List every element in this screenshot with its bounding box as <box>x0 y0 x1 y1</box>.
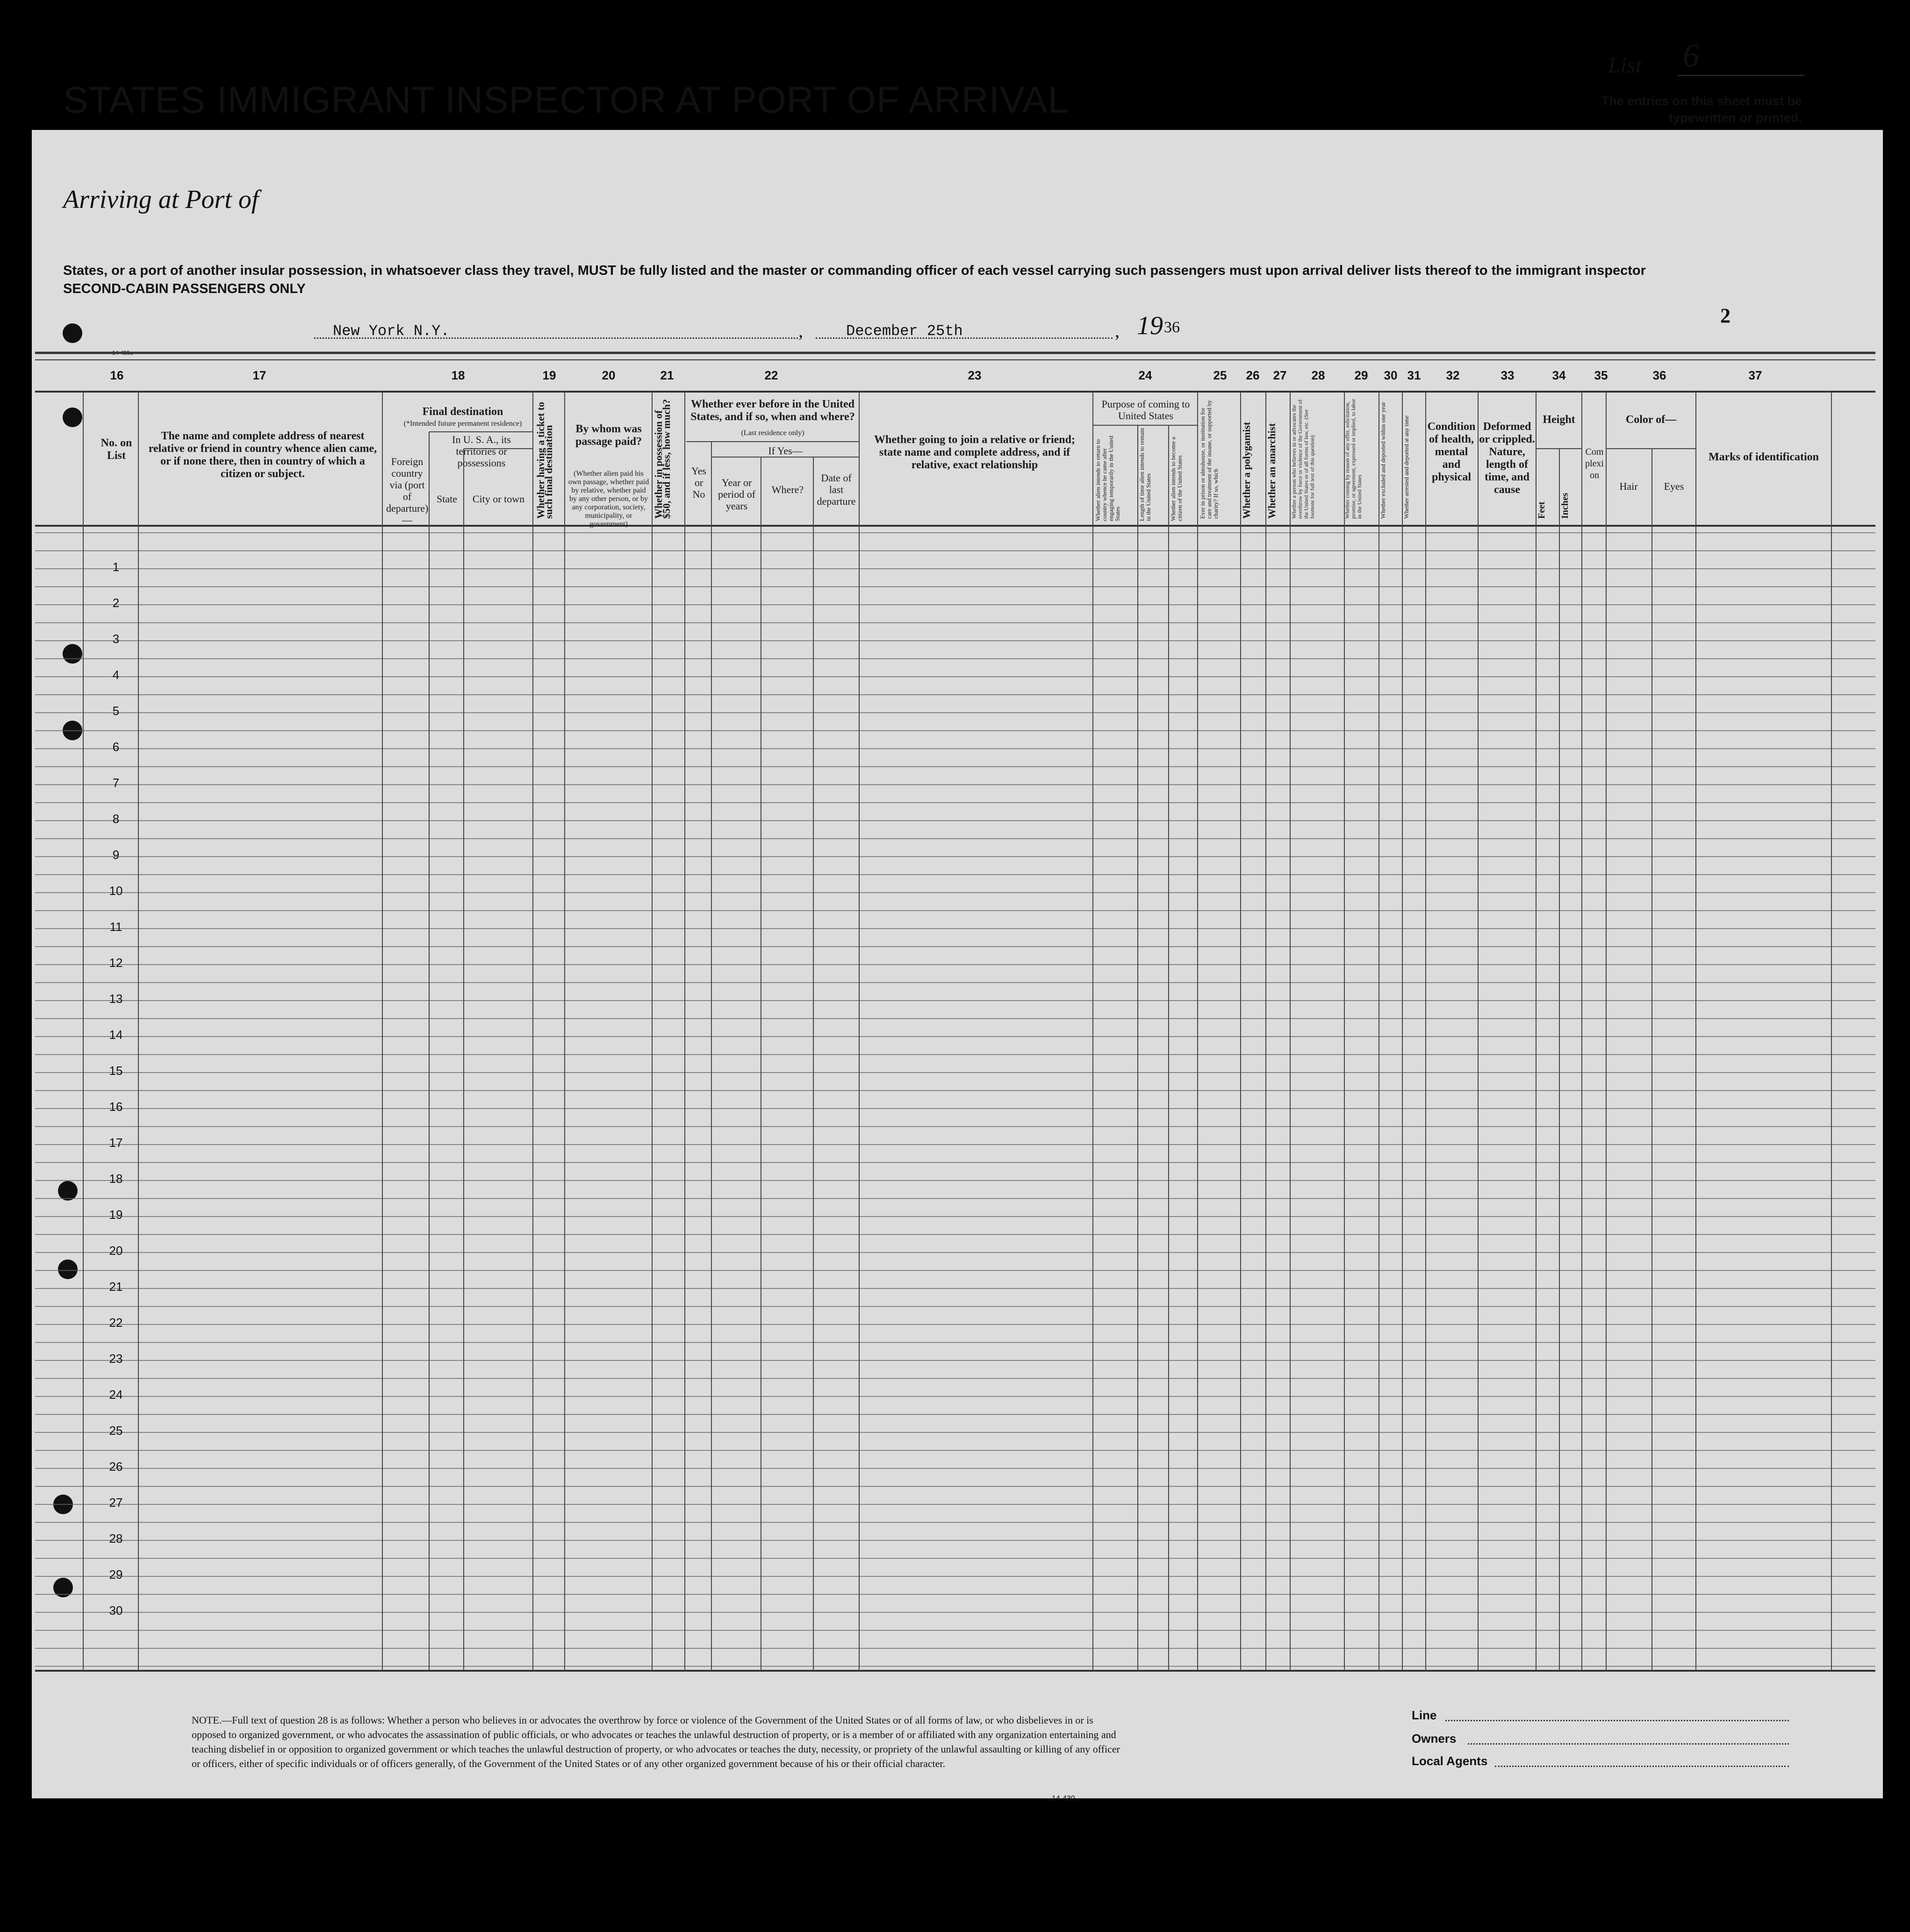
date-value: December 25th <box>846 322 963 340</box>
row-number: 18 <box>109 1172 123 1186</box>
header-final-destination: Final destination <box>422 406 503 418</box>
row-number: 24 <box>109 1388 123 1402</box>
column-number: 32 <box>1446 368 1460 382</box>
local-agents-label: Local Agents <box>1412 1754 1488 1768</box>
header-date-last-departure: Date of last departure <box>817 472 856 507</box>
header-purpose: Purpose of coming to United States <box>1101 398 1190 422</box>
header-polygamist: Whether a polygamist <box>1241 422 1252 519</box>
column-number: 30 <box>1384 368 1398 382</box>
line-rule <box>1445 1720 1789 1721</box>
header-where: Where? <box>771 484 804 495</box>
line-label: Line <box>1412 1708 1437 1722</box>
column-number: 23 <box>968 368 982 382</box>
local-agents-rule <box>1495 1766 1789 1767</box>
row-number: 20 <box>109 1244 123 1258</box>
header-last-residence: (Last residence only) <box>741 429 804 437</box>
year-prefix: 19 <box>1137 311 1163 340</box>
column-number: 22 <box>764 368 778 382</box>
row-number: 27 <box>109 1496 123 1510</box>
column-number: 16 <box>110 368 124 382</box>
header-state: State <box>437 493 457 505</box>
header-excluded: Whether excluded and deported within one year <box>1379 402 1386 519</box>
column-number: 29 <box>1354 368 1368 382</box>
header-purpose-return: Whether alien intends to return to country whence he came after engaging temporarily in the United States <box>1094 436 1121 521</box>
header-complexion: Complexion <box>1585 447 1604 480</box>
list-number: 6 <box>1683 38 1699 74</box>
entries-note: The entries on this sheet must be typewritten or printed. <box>1601 94 1802 125</box>
header-yes-or-no: Yes or No <box>691 465 706 500</box>
header-anarchist: Whether an anarchist <box>1266 423 1278 519</box>
header-nearest-relative: The name and complete address of nearest relative or friend in country whence alien came, or if none there, then in country of which a citizen or subject. <box>148 430 377 480</box>
column-number: 24 <box>1138 368 1152 382</box>
column-number: 21 <box>660 368 674 382</box>
row-number: 14 <box>109 1028 123 1042</box>
owners-label: Owners <box>1412 1732 1457 1746</box>
column-number: 27 <box>1273 368 1287 382</box>
column-number: 26 <box>1246 368 1260 382</box>
row-number: 21 <box>109 1280 123 1294</box>
header-passage-paid: By whom was passage paid? <box>575 423 642 448</box>
row-number: 26 <box>109 1460 123 1474</box>
row-number: 13 <box>109 992 123 1006</box>
header-color-of: Color of— <box>1625 414 1677 426</box>
row-number: 7 <box>112 776 120 790</box>
header-year-or-period: Year or period of years <box>718 477 756 512</box>
arriving-label: Arriving at Port of <box>63 185 259 214</box>
comma: , <box>798 320 803 341</box>
column-number: 17 <box>252 368 266 382</box>
instruction-text: States, or a port of another insular possession, in whatsoever class they travel, MUST be fully listed and the master or commanding officer of each vessel carrying such passengers must upon arrival deliver lists thereof to the immigrant inspector <box>63 263 1646 278</box>
column-number: 34 <box>1552 368 1566 382</box>
column-number: 28 <box>1311 368 1325 382</box>
row-number: 25 <box>109 1424 123 1438</box>
header-height: Height <box>1543 414 1575 426</box>
column-number: 31 <box>1407 368 1421 382</box>
column-number: 18 <box>451 368 465 382</box>
column-number: 33 <box>1501 368 1515 382</box>
row-number: 5 <box>112 704 120 718</box>
row-number: 30 <box>109 1603 123 1617</box>
header-going-to-join: Whether going to join a relative or friend; state name and complete address, and if relative, exact relationship <box>874 434 1075 471</box>
row-number: 8 <box>112 812 120 826</box>
row-number: 10 <box>109 884 123 898</box>
row-number: 29 <box>109 1567 123 1581</box>
header-if-yes: If Yes— <box>768 445 803 457</box>
owners-rule <box>1468 1743 1789 1745</box>
row-number: 17 <box>109 1136 123 1150</box>
footnote-question-28: NOTE.—Full text of question 28 is as follows: Whether a person who believes in or advocates the overthrow by force or violence of the Government of the United States or of all forms of law, or who disbelieves in or is opposed to organized government, or who advocates the assassination of public officials, or who advocates or teaches the unlawful destruction of property, or is a member of or affiliated with any organization entertaining and teaching disbelief in or opposition to organized government or which teaches the unlawful destruction of property, or who advocates or teaches the duty, necessity, or propriety of the unlawful assaulting or killing of any officer or officers, either of specific individuals or of officers generally, of the Government of the United States or of any other organized government because of his or their official character. <box>192 1714 1120 1769</box>
header-possession-50: Whether in possession of $50, and if less, how much? <box>653 399 672 519</box>
header-in-usa: In U. S. A., its territories or possessions <box>452 434 511 469</box>
header-marks-identification: Marks of identification <box>1709 451 1819 463</box>
comma: , <box>1115 320 1120 341</box>
form-code: 14-430 <box>1052 1795 1075 1803</box>
class-note: SECOND-CABIN PASSENGERS ONLY <box>63 281 306 296</box>
row-number: 16 <box>109 1100 123 1114</box>
header-city: City or town <box>472 493 525 505</box>
port-value: New York N.Y. <box>333 322 450 340</box>
header-final-destination-sub: (*Intended future permanent residence) <box>403 420 522 428</box>
row-number: 1 <box>112 560 120 574</box>
list-label: List <box>1608 53 1642 78</box>
column-number: 35 <box>1594 368 1608 382</box>
header-no-on-list: No. on List <box>101 437 132 462</box>
row-number: 23 <box>109 1352 123 1366</box>
form-code-top: 14-430a <box>112 350 133 356</box>
column-number: 36 <box>1652 368 1666 382</box>
header-hair: Hair <box>1619 480 1638 492</box>
column-number: 37 <box>1748 368 1762 382</box>
header-arrested: Whether arrested and deported at any time <box>1403 415 1410 519</box>
header-prison: Ever in prison or almshouse, or institution for care and treatment of the insane, or supported by charity? If so, which <box>1199 400 1219 519</box>
header-health: Condition of health, mental and physical <box>1427 421 1476 483</box>
row-number: 11 <box>109 920 122 934</box>
corner-mark: 2 <box>1720 304 1730 327</box>
year-suffix: 36 <box>1164 319 1180 336</box>
row-number: 4 <box>112 668 120 682</box>
row-number: 6 <box>112 740 120 754</box>
column-number: 20 <box>602 368 616 382</box>
header-deformed: Deformed or crippled. Nature, length of time, and cause <box>1479 421 1535 496</box>
header-eyes: Eyes <box>1664 480 1684 492</box>
row-number: 12 <box>109 956 123 970</box>
column-number: 19 <box>542 368 556 382</box>
header-purpose-length: Length of time alien intends to remain in the United States <box>1138 428 1152 521</box>
column-number: 25 <box>1213 368 1227 382</box>
row-number: 2 <box>112 596 120 610</box>
header-inches: Inches <box>1560 493 1570 519</box>
row-number: 22 <box>109 1316 123 1330</box>
header-passage-paid-note: (Whether alien paid his own passage, whether paid by relative, whether paid by any other person, or by any corporation, society, municipality, or government) <box>568 470 649 528</box>
header-question-28: Whether a person who believes in or advocates the overthrow by force or violence of the Government of the United States or of all forms of law, etc. (See footnote for full text of this question) <box>1291 399 1315 519</box>
row-number: 3 <box>112 632 120 646</box>
row-number: 28 <box>109 1531 123 1546</box>
row-number: 15 <box>109 1064 123 1078</box>
header-ever-before-in-us: Whether ever before in the United States, and if so, when and where? <box>690 398 855 423</box>
page-title: STATES IMMIGRANT INSPECTOR AT PORT OF ARRIVAL <box>63 79 1070 121</box>
header-ticket: Whether having a ticket to such final destination <box>535 401 554 519</box>
header-feet: Feet <box>1537 501 1547 519</box>
header-foreign-country: Foreign country via (port of departure)— <box>386 456 429 526</box>
row-number: 19 <box>109 1208 123 1222</box>
header-purpose-citizen: Whether alien intends to become a citizen of the United States <box>1170 436 1183 521</box>
header-labor-offer: Whether coming by reason of any offer, solicitation, promise, or agreement, expressed or implied, to labor in the United States <box>1344 399 1363 519</box>
row-number: 9 <box>112 848 120 862</box>
